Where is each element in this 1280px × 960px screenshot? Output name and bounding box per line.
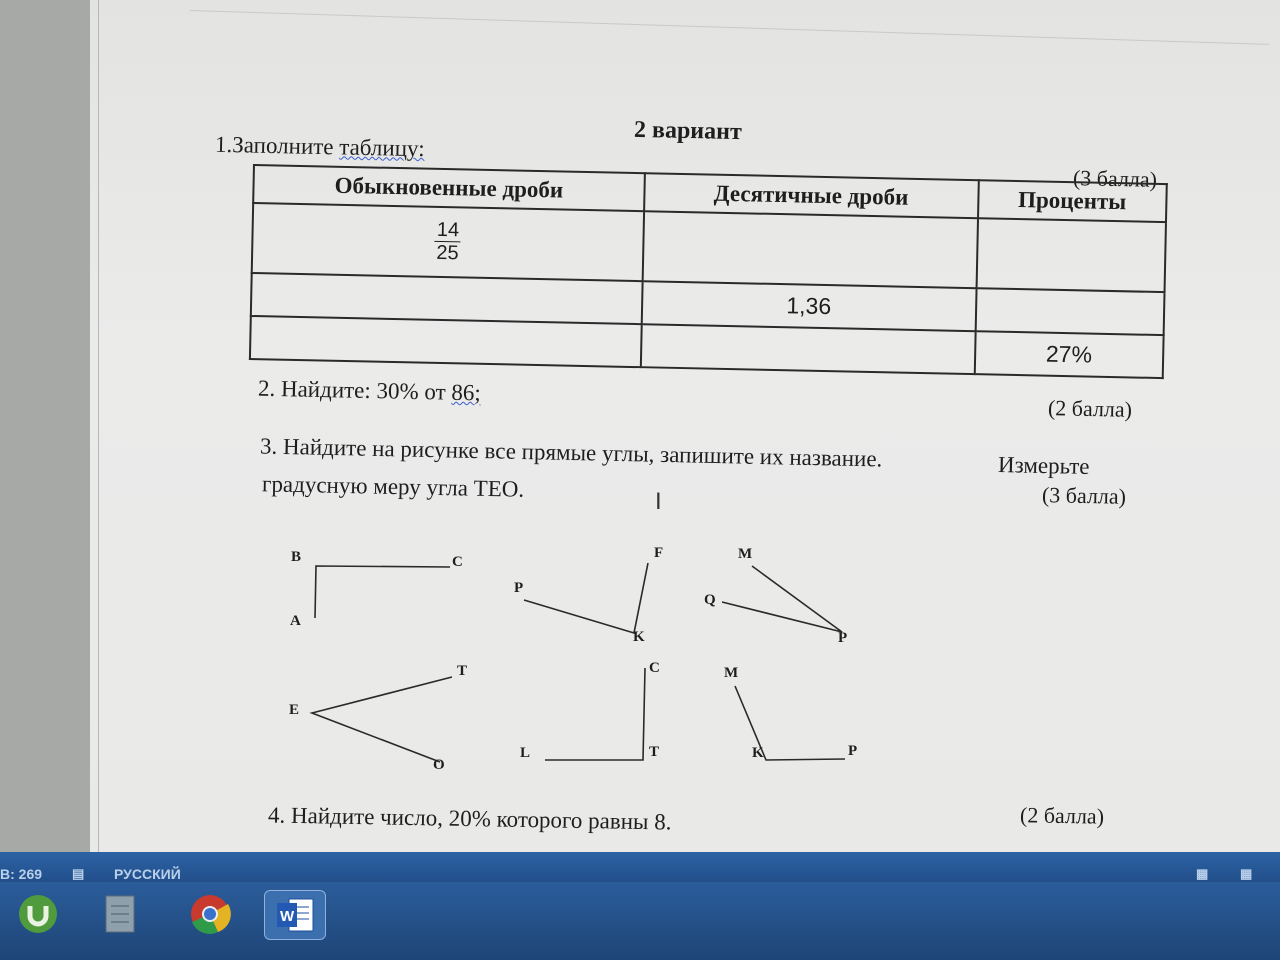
col-header-decimals: Десятичные дроби (644, 173, 979, 218)
svg-text:W: W (280, 908, 295, 925)
task2-text-main: 2. Найдите: 30% от (257, 375, 452, 405)
col-header-fractions: Обыкновенные дроби (253, 165, 644, 211)
label-a: A (290, 613, 301, 629)
label-m2: M (724, 665, 739, 681)
task2-text-underlined: 86; (451, 379, 482, 406)
variant-title: 2 вариант (633, 116, 743, 146)
label-l: L (520, 745, 531, 761)
label-f: F (654, 545, 664, 561)
cell-decimal[interactable]: 1,36 (641, 281, 976, 331)
angle-teo-lines (312, 677, 452, 762)
label-m: M (738, 546, 753, 562)
label-e: E (289, 702, 300, 718)
angle-mpq-lines (722, 566, 842, 632)
task4-points: (2 балла) (1019, 802, 1105, 829)
proofing-icon[interactable]: ▤ (72, 866, 85, 881)
task1-points: (3 балла) (1072, 165, 1158, 192)
task1-text-underlined: таблицу: (339, 134, 425, 162)
task3-points: (3 балла) (1041, 482, 1127, 509)
label-q: Q (704, 592, 716, 608)
word-status-bar (0, 852, 1280, 882)
language-indicator[interactable]: РУССКИЙ (114, 866, 181, 882)
angle-pkf-lines (524, 563, 648, 633)
label-c: C (452, 554, 463, 570)
fraction-numerator: 14 (435, 219, 462, 243)
cell-percent[interactable]: 27% (974, 331, 1163, 378)
task2-points: (2 балла) (1047, 395, 1133, 422)
task3-line1: 3. Найдите на рисунке все прямые углы, запишите их название. (259, 433, 883, 472)
task3-line2: градусную меру угла ТЕО. (261, 471, 525, 502)
label-t2: T (649, 744, 660, 760)
task4-text: 4. Найдите число, 20% которого равны 8. (267, 802, 672, 835)
chrome-button[interactable] (180, 890, 240, 938)
chrome-icon (188, 892, 232, 936)
label-k: K (633, 629, 645, 645)
label-p2: P (838, 630, 848, 646)
word-icon (275, 895, 315, 935)
label-k2: K (752, 745, 764, 761)
task1-text: Заполните (232, 132, 340, 160)
col-header-percents: Проценты (978, 180, 1167, 222)
task1-number: 1. (214, 131, 233, 158)
label-c2: C (649, 660, 660, 676)
task3-line1-tail: Измерьте (997, 452, 1090, 479)
print-layout-icon[interactable]: ▦ (1240, 866, 1253, 881)
windows-taskbar (0, 882, 1280, 960)
word-count[interactable]: В: 269 (0, 866, 43, 882)
files-button[interactable] (90, 890, 150, 938)
label-b: B (291, 549, 302, 565)
label-o: O (433, 757, 445, 773)
angle-ltc-lines (545, 668, 645, 760)
fraction-denominator: 25 (436, 241, 459, 265)
utorrent-icon (16, 892, 60, 936)
label-p3: P (848, 743, 858, 759)
utorrent-button[interactable] (8, 890, 68, 938)
files-icon (102, 892, 138, 936)
text-cursor-icon: I (655, 488, 662, 515)
label-p: P (514, 580, 524, 596)
label-t: T (457, 663, 468, 679)
word-button[interactable] (264, 890, 326, 940)
angle-bac-lines (315, 566, 450, 618)
read-mode-icon[interactable]: ▦ (1196, 866, 1209, 881)
